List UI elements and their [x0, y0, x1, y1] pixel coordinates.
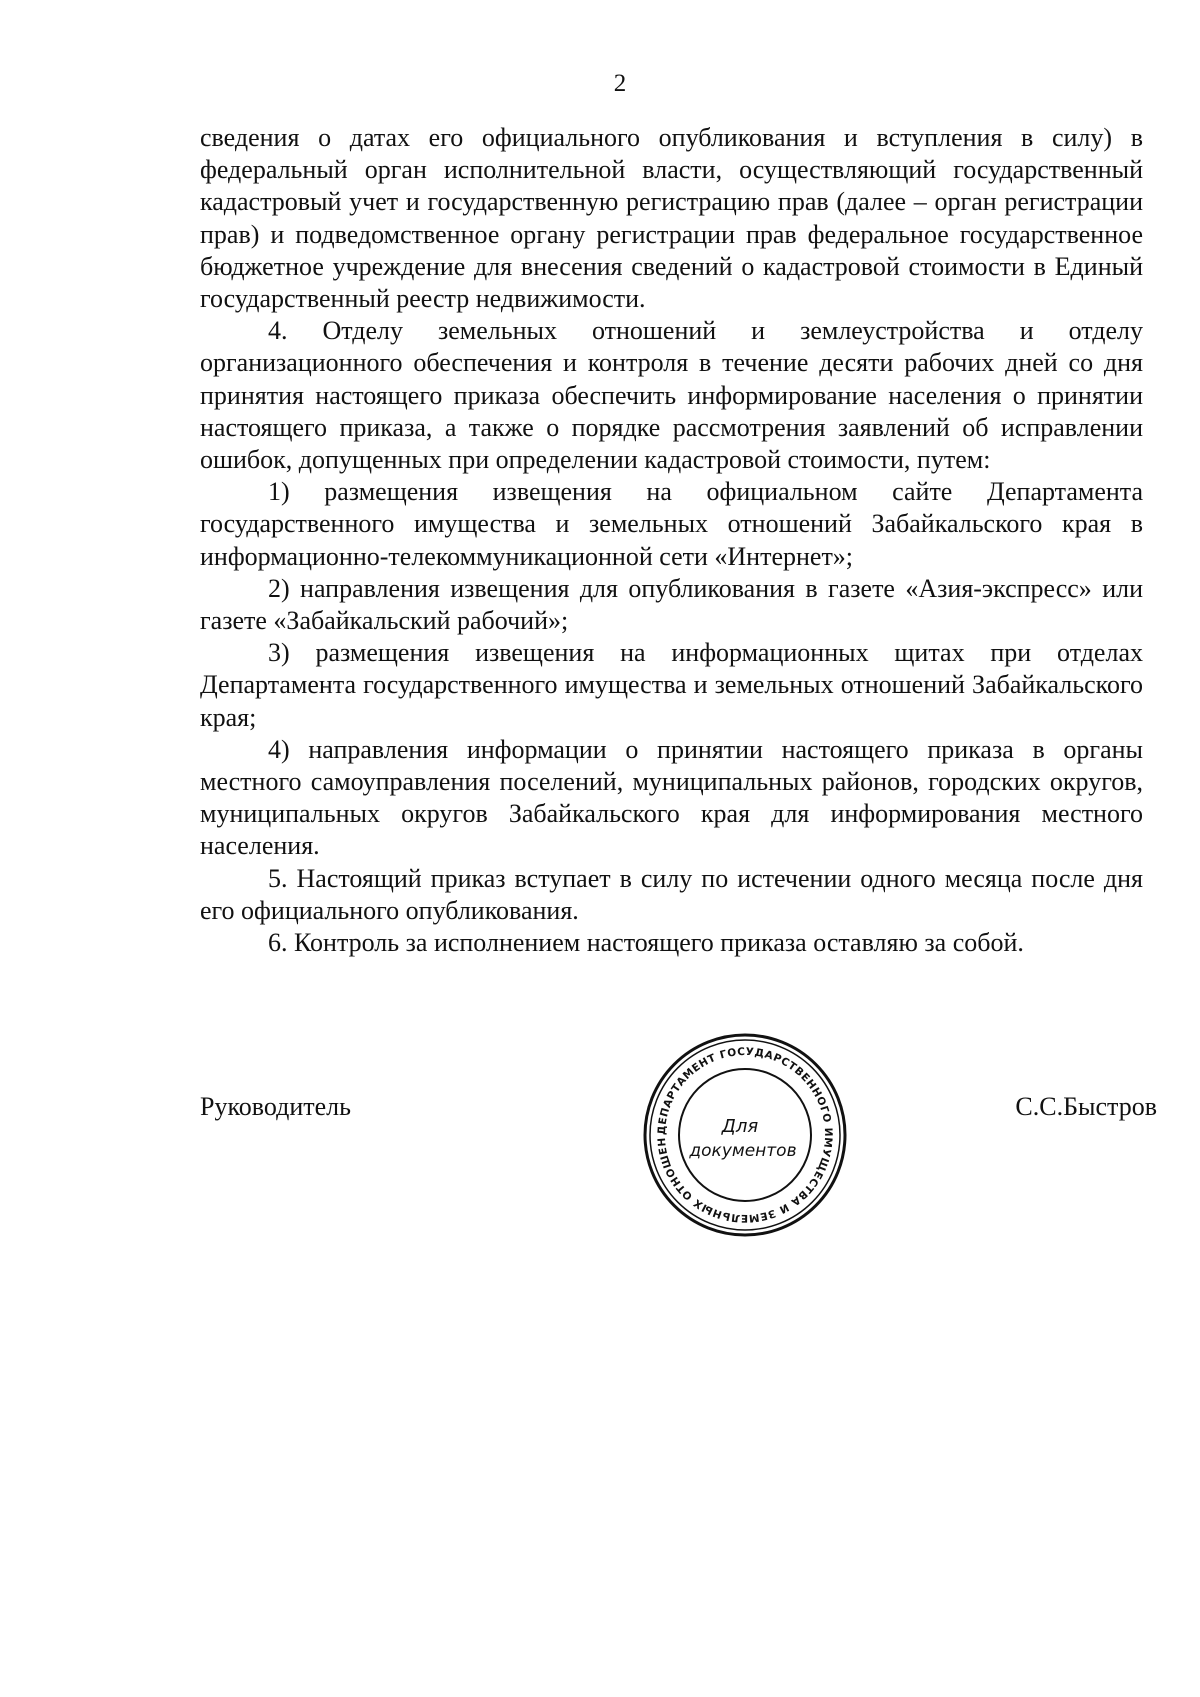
seal-center-line1: Для	[721, 1116, 759, 1137]
document-body	[200, 122, 1143, 959]
paragraph-item-6: 6. Контроль за исполнением настоящего приказа оставляю за собой.	[268, 928, 1024, 958]
paragraph-item-5: 5. Настоящий приказ вступает в силу по истечении одного месяца после дня его официального опубликования.	[200, 863, 1143, 925]
paragraph-continuation: сведения о датах его официального опубликования и вступления в силу) в федеральный орган исполнительной власти, осуществляющий государственный кадастровый учет и государственную регистрацию прав (далее – орган регистрации прав) и подведомственное органу регистрации прав федеральное государственное бюджетное учреждение для внесения сведений о кадастровой стоимости в Единый государственный реестр недвижимости.	[200, 123, 1143, 314]
paragraph-subitem-4: 4) направления информации о принятии настоящего приказа в органы местного самоуправления поселений, муниципальных районов, городских округов, муниципальных округов Забайкальского края для информирования местного населения.	[200, 734, 1143, 861]
seal-graphic	[640, 1030, 850, 1240]
paragraph-item-4: 4. Отделу земельных отношений и землеустройства и отделу организационного обеспечения и контроля в течение десяти рабочих дней со дня принятия настоящего приказа обеспечить информирование населения о принятии настоящего приказа, а также о порядке рассмотрения заявлений об исправлении ошибок, допущенных при определении кадастровой стоимости, путем:	[200, 316, 1143, 475]
paragraph-subitem-3: 3) размещения извещения на информационных щитах при отделах Департамента государственного имущества и земельных отношений Забайкальского края;	[200, 638, 1143, 732]
paragraph-subitem-2: 2) направления извещения для опубликования в газете «Азия-экспресс» или газете «Забайкальский рабочий»;	[200, 573, 1143, 636]
page-number: 2	[613, 70, 627, 97]
official-seal	[640, 1030, 850, 1240]
signer-title: Руководитель	[200, 1092, 351, 1121]
seal-center-line2: документов	[689, 1141, 797, 1161]
signer-name: С.С.Быстров	[1015, 1092, 1157, 1121]
seal-ring-text: ДЕПАРТАМЕНТ ГОСУДАРСТВЕННОГО ИМУЩЕСТВА И ЗЕМЕЛЬНЫХ ОТНОШЕН	[655, 1045, 835, 1225]
paragraph-subitem-1: 1) размещения извещения на официальном сайте Департамента государственного имущества и земельных отношений Забайкальского края в информационно-телекоммуникационной сети «Интернет»;	[200, 477, 1143, 571]
